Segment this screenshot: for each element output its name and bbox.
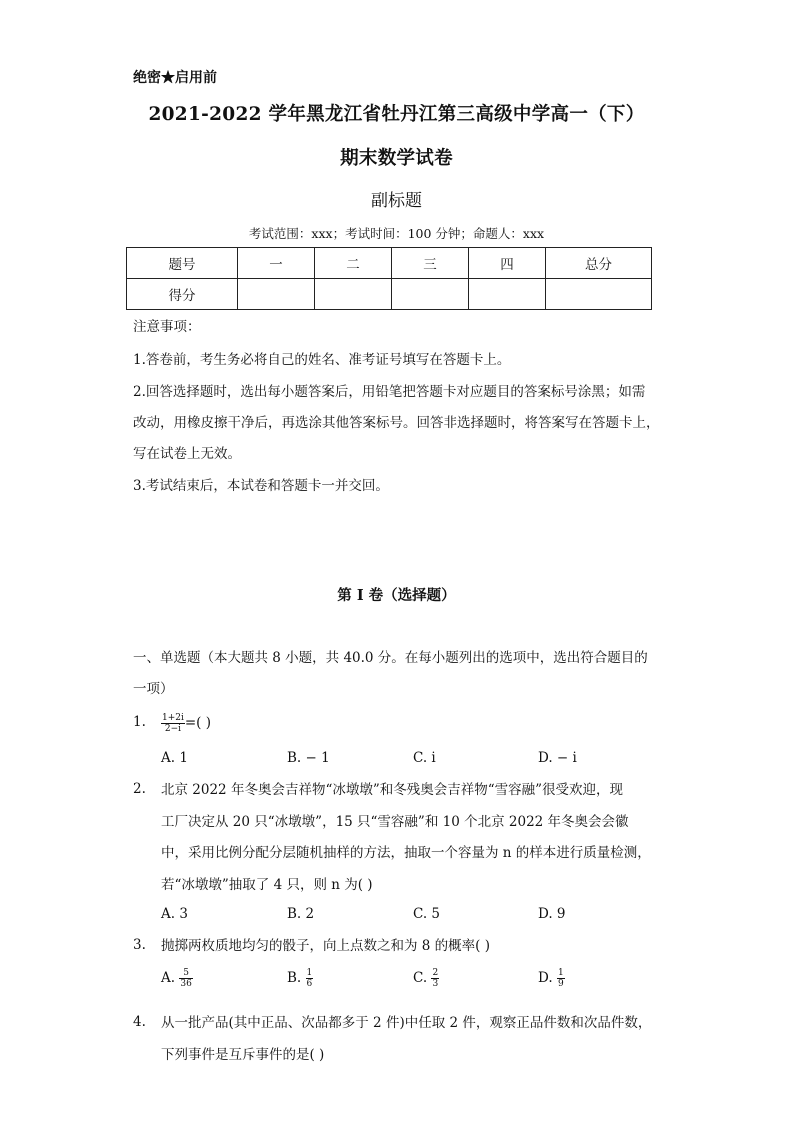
fraction [161,713,185,734]
option-a: A. 1 [161,750,188,766]
table-cell: 总分 [546,248,652,279]
notice-item-2-line1: 2.回答选择题时，选出每小题答案后，用铅笔把答题卡对应题目的答案标号涂黑；如需 [133,384,646,400]
fraction-denominator: 6 [306,979,313,989]
part-heading-line1: 一、单选题（本大题共 8 小题，共 40.0 分。在每小题列出的选项中，选出符合题目的 [133,650,648,666]
fraction-numerator: 1+2i [162,713,184,723]
score-input-cell [546,279,652,310]
notice-item-2-line3: 写在试卷上无效。 [133,446,241,462]
score-input-cell [315,279,392,310]
question-stem-tail: =( ) [184,715,212,731]
option-label: A. [161,970,176,986]
fraction-denominator: 3 [432,979,439,989]
fraction [557,968,565,989]
option-b [287,968,313,989]
score-input-cell [238,279,315,310]
question-1-stem [161,708,661,740]
option-c: C. i [413,750,436,766]
score-table-header-row [127,248,652,279]
notice-item-3: 3.考试结束后，本试卷和答题卡一并交回。 [133,478,389,494]
question-line: 工厂决定从 20 只“冰墩墩”，15 只“雪容融”和 10 个北京 2022 年冬奥会会徽 [161,813,629,830]
option-b: B. 2 [287,906,315,922]
question-number: 2. [133,781,146,797]
option-a: A. 3 [161,906,188,922]
question-3-stem: 抛掷两枚质地均匀的骰子，向上点数之和为 8 的概率( ) [161,938,490,954]
score-table-score-row [127,279,652,310]
table-cell: 得分 [127,279,238,310]
question-line: 中，采用比例分配分层随机抽样的方法，抽取一个容量为 n 的样本进行质量检测， [161,845,651,861]
option-label: D. [538,970,553,986]
table-cell: 四 [469,248,546,279]
option-label: C. [413,970,428,986]
fraction-denominator: 36 [180,979,192,989]
option-b: B. − 1 [287,750,330,766]
question-line: 下列事件是互斥事件的是( ) [161,1046,325,1063]
option-c: C. 5 [413,906,441,922]
section-title: 第 I 卷（选择题） [337,587,456,604]
fraction-numerator: 1 [557,968,564,978]
question-line: 北京 2022 年冬奥会吉祥物“冰墩墩”和冬残奥会吉祥物“雪容融”很受欢迎，现 [161,782,624,798]
question-number: 3. [133,937,146,953]
score-input-cell [392,279,469,310]
question-line: 若“冰墩墩”抽取了 4 只，则 n 为( ) [161,876,373,893]
exam-title-line1: 2021-2022 学年黑龙江省牡丹江第三高级中学高一（下） [148,104,645,125]
fraction-denominator: 9 [557,979,564,989]
notice-item-2-line2: 改动，用橡皮擦干净后，再选涂其他答案标号。回答非选择题时，将答案写在答题卡上， [133,415,660,431]
table-cell: 一 [238,248,315,279]
exam-title-line2: 期末数学试卷 [340,148,453,169]
exam-info: 考试范围：xxx；考试时间：100 分钟；命题人：xxx [248,226,545,241]
question-number: 4. [133,1014,146,1030]
fraction [179,968,192,989]
question-2-stem [161,775,661,901]
option-d [538,968,565,989]
confidential-mark: 绝密★启用前 [133,70,217,86]
fraction-denominator: 2−i [164,724,182,734]
subtitle: 副标题 [371,191,422,211]
question-4-stem [161,1008,661,1071]
table-cell: 二 [315,248,392,279]
question-line: 从一批产品(其中正品、次品都多于 2 件)中任取 2 件，观察正品件数和次品件数， [161,1015,652,1031]
notice-heading: 注意事项： [133,319,201,335]
option-label: B. [287,970,302,986]
table-cell: 三 [392,248,469,279]
notice-item-1: 1.答卷前，考生务必将自己的姓名、准考证号填写在答题卡上。 [133,352,511,368]
part-heading-line2: 一项） [133,681,174,697]
option-d: D. − i [538,750,577,766]
fraction [431,968,439,989]
question-number: 1. [133,714,146,730]
option-d: D. 9 [538,906,566,922]
table-cell: 题号 [127,248,238,279]
fraction-numerator: 1 [306,968,313,978]
fraction-numerator: 5 [179,968,192,979]
option-c [413,968,439,989]
score-table [126,247,652,310]
score-input-cell [469,279,546,310]
fraction [306,968,314,989]
option-a [161,968,193,989]
fraction-numerator: 2 [432,968,439,978]
